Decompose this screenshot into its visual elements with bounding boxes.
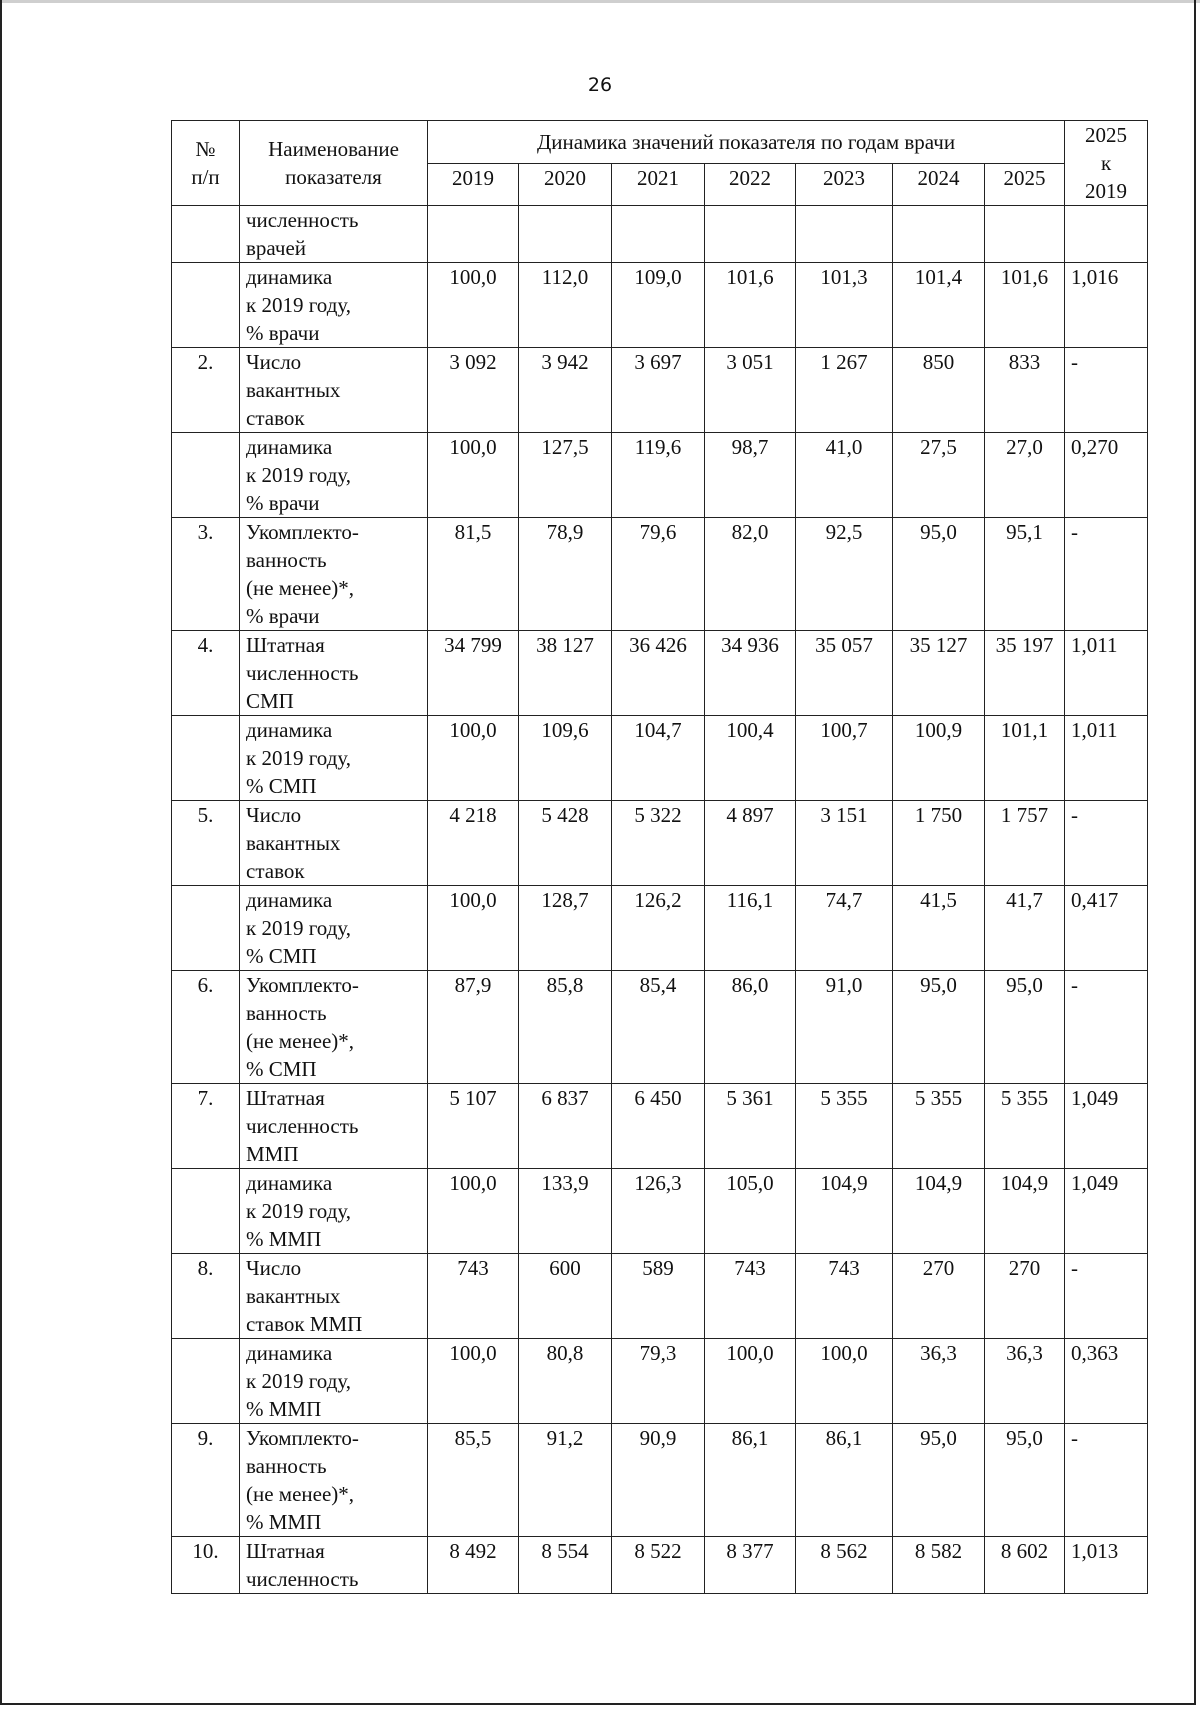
value-cell-2023: 41,0 xyxy=(796,433,893,518)
indicator-name: динамика к 2019 году, % ММП xyxy=(240,1339,428,1424)
row-number xyxy=(172,1169,240,1254)
value-cell-2022: 116,1 xyxy=(705,886,796,971)
value-cell-2021: 79,3 xyxy=(612,1339,705,1424)
value-cell-2025: 5 355 xyxy=(985,1084,1065,1169)
value-cell-2025: 95,1 xyxy=(985,518,1065,631)
row-number: 5. xyxy=(172,801,240,886)
value-cell-2023: 91,0 xyxy=(796,971,893,1084)
ratio-2025-to-2019 xyxy=(1065,206,1148,263)
indicator-name: Число вакантных ставок ММП xyxy=(240,1254,428,1339)
value-cell-2025 xyxy=(985,206,1065,263)
value-cell-2019: 743 xyxy=(428,1254,519,1339)
table-row xyxy=(172,1254,1148,1339)
value-cell-2021: 90,9 xyxy=(612,1424,705,1537)
value-cell-2025: 41,7 xyxy=(985,886,1065,971)
value-cell-2022: 4 897 xyxy=(705,801,796,886)
table-row xyxy=(172,1084,1148,1169)
value-cell-2019: 5 107 xyxy=(428,1084,519,1169)
value-cell-2020: 6 837 xyxy=(519,1084,612,1169)
value-cell-2024: 95,0 xyxy=(893,518,985,631)
row-number xyxy=(172,1339,240,1424)
value-cell-2019 xyxy=(428,206,519,263)
ratio-2025-to-2019: - xyxy=(1065,518,1148,631)
indicator-name: Число вакантных ставок xyxy=(240,801,428,886)
value-cell-2022 xyxy=(705,206,796,263)
table-row xyxy=(172,433,1148,518)
value-cell-2024: 5 355 xyxy=(893,1084,985,1169)
value-cell-2021: 126,3 xyxy=(612,1169,705,1254)
table-row xyxy=(172,886,1148,971)
value-cell-2022: 101,6 xyxy=(705,263,796,348)
row-number xyxy=(172,433,240,518)
value-cell-2021: 589 xyxy=(612,1254,705,1339)
value-cell-2020: 112,0 xyxy=(519,263,612,348)
value-cell-2022: 86,1 xyxy=(705,1424,796,1537)
table-row xyxy=(172,971,1148,1084)
row-number: 9. xyxy=(172,1424,240,1537)
value-cell-2023: 1 267 xyxy=(796,348,893,433)
header-year-group: Динамика значений показателя по годам врачи xyxy=(428,121,1065,164)
indicator-name: Штатная численность СМП xyxy=(240,631,428,716)
value-cell-2022: 3 051 xyxy=(705,348,796,433)
value-cell-2019: 100,0 xyxy=(428,1339,519,1424)
value-cell-2024: 35 127 xyxy=(893,631,985,716)
value-cell-2024: 100,9 xyxy=(893,716,985,801)
value-cell-2023: 743 xyxy=(796,1254,893,1339)
row-number: 6. xyxy=(172,971,240,1084)
indicator-name: Штатная численность ММП xyxy=(240,1084,428,1169)
ratio-2025-to-2019: 1,049 xyxy=(1065,1084,1148,1169)
ratio-2025-to-2019: 1,011 xyxy=(1065,716,1148,801)
row-number xyxy=(172,716,240,801)
value-cell-2024: 850 xyxy=(893,348,985,433)
row-number: 10. xyxy=(172,1537,240,1594)
value-cell-2020: 5 428 xyxy=(519,801,612,886)
header-2025-vs-2019: 2025 к 2019 xyxy=(1065,121,1148,206)
value-cell-2022: 743 xyxy=(705,1254,796,1339)
value-cell-2024: 27,5 xyxy=(893,433,985,518)
value-cell-2022: 98,7 xyxy=(705,433,796,518)
ratio-2025-to-2019: 1,011 xyxy=(1065,631,1148,716)
value-cell-2025: 8 602 xyxy=(985,1537,1065,1594)
value-cell-2024: 270 xyxy=(893,1254,985,1339)
value-cell-2021: 36 426 xyxy=(612,631,705,716)
value-cell-2023: 8 562 xyxy=(796,1537,893,1594)
value-cell-2020: 127,5 xyxy=(519,433,612,518)
value-cell-2023: 5 355 xyxy=(796,1084,893,1169)
value-cell-2020 xyxy=(519,206,612,263)
value-cell-2021: 3 697 xyxy=(612,348,705,433)
value-cell-2021: 8 522 xyxy=(612,1537,705,1594)
value-cell-2022: 105,0 xyxy=(705,1169,796,1254)
value-cell-2021: 85,4 xyxy=(612,971,705,1084)
value-cell-2020: 600 xyxy=(519,1254,612,1339)
ratio-2025-to-2019: 0,270 xyxy=(1065,433,1148,518)
ratio-2025-to-2019: 1,013 xyxy=(1065,1537,1148,1594)
value-cell-2025: 35 197 xyxy=(985,631,1065,716)
value-cell-2022: 100,0 xyxy=(705,1339,796,1424)
value-cell-2022: 8 377 xyxy=(705,1537,796,1594)
indicator-name: динамика к 2019 году, % СМП xyxy=(240,886,428,971)
ratio-2025-to-2019: - xyxy=(1065,1254,1148,1339)
indicator-name: численность врачей xyxy=(240,206,428,263)
value-cell-2024: 104,9 xyxy=(893,1169,985,1254)
value-cell-2023: 3 151 xyxy=(796,801,893,886)
row-number xyxy=(172,263,240,348)
value-cell-2020: 8 554 xyxy=(519,1537,612,1594)
header-year-2022: 2022 xyxy=(705,163,796,206)
value-cell-2024: 8 582 xyxy=(893,1537,985,1594)
value-cell-2021: 119,6 xyxy=(612,433,705,518)
value-cell-2020: 80,8 xyxy=(519,1339,612,1424)
header-year-2025: 2025 xyxy=(985,163,1065,206)
table-row xyxy=(172,1339,1148,1424)
indicator-name: динамика к 2019 году, % СМП xyxy=(240,716,428,801)
table-row xyxy=(172,1537,1148,1594)
value-cell-2025: 104,9 xyxy=(985,1169,1065,1254)
value-cell-2019: 34 799 xyxy=(428,631,519,716)
value-cell-2023: 86,1 xyxy=(796,1424,893,1537)
value-cell-2024: 95,0 xyxy=(893,1424,985,1537)
header-row-1 xyxy=(172,121,1148,164)
ratio-2025-to-2019: - xyxy=(1065,348,1148,433)
value-cell-2019: 3 092 xyxy=(428,348,519,433)
indicator-name: Штатная численность xyxy=(240,1537,428,1594)
value-cell-2022: 82,0 xyxy=(705,518,796,631)
table-row xyxy=(172,206,1148,263)
table-row xyxy=(172,1424,1148,1537)
table-row xyxy=(172,348,1148,433)
value-cell-2024: 36,3 xyxy=(893,1339,985,1424)
value-cell-2020: 91,2 xyxy=(519,1424,612,1537)
value-cell-2023: 101,3 xyxy=(796,263,893,348)
value-cell-2023: 104,9 xyxy=(796,1169,893,1254)
row-number xyxy=(172,886,240,971)
row-number: 7. xyxy=(172,1084,240,1169)
table-row xyxy=(172,263,1148,348)
value-cell-2021: 104,7 xyxy=(612,716,705,801)
value-cell-2019: 8 492 xyxy=(428,1537,519,1594)
indicator-name: Укомплекто- ванность (не менее)*, % врачи xyxy=(240,518,428,631)
value-cell-2023 xyxy=(796,206,893,263)
indicators-table xyxy=(171,120,1148,1594)
value-cell-2020: 128,7 xyxy=(519,886,612,971)
value-cell-2023: 74,7 xyxy=(796,886,893,971)
value-cell-2025: 101,6 xyxy=(985,263,1065,348)
ratio-2025-to-2019: 1,016 xyxy=(1065,263,1148,348)
value-cell-2025: 833 xyxy=(985,348,1065,433)
value-cell-2019: 100,0 xyxy=(428,433,519,518)
ratio-2025-to-2019: 0,363 xyxy=(1065,1339,1148,1424)
table-row xyxy=(172,518,1148,631)
row-number: 8. xyxy=(172,1254,240,1339)
ratio-2025-to-2019: - xyxy=(1065,801,1148,886)
value-cell-2024: 1 750 xyxy=(893,801,985,886)
value-cell-2019: 100,0 xyxy=(428,1169,519,1254)
value-cell-2021: 109,0 xyxy=(612,263,705,348)
table-row xyxy=(172,801,1148,886)
value-cell-2021 xyxy=(612,206,705,263)
value-cell-2024 xyxy=(893,206,985,263)
header-year-2019: 2019 xyxy=(428,163,519,206)
indicator-name: Число вакантных ставок xyxy=(240,348,428,433)
table-row xyxy=(172,716,1148,801)
row-number: 2. xyxy=(172,348,240,433)
value-cell-2020: 133,9 xyxy=(519,1169,612,1254)
value-cell-2019: 100,0 xyxy=(428,263,519,348)
table-row xyxy=(172,1169,1148,1254)
table-body xyxy=(172,206,1148,1594)
value-cell-2019: 4 218 xyxy=(428,801,519,886)
row-number: 3. xyxy=(172,518,240,631)
value-cell-2025: 270 xyxy=(985,1254,1065,1339)
value-cell-2019: 81,5 xyxy=(428,518,519,631)
header-year-2024: 2024 xyxy=(893,163,985,206)
value-cell-2019: 100,0 xyxy=(428,886,519,971)
value-cell-2024: 41,5 xyxy=(893,886,985,971)
ratio-2025-to-2019: - xyxy=(1065,971,1148,1084)
value-cell-2024: 101,4 xyxy=(893,263,985,348)
indicator-name: Укомплекто- ванность (не менее)*, % ММП xyxy=(240,1424,428,1537)
value-cell-2020: 3 942 xyxy=(519,348,612,433)
value-cell-2022: 86,0 xyxy=(705,971,796,1084)
value-cell-2023: 100,7 xyxy=(796,716,893,801)
value-cell-2025: 1 757 xyxy=(985,801,1065,886)
value-cell-2020: 78,9 xyxy=(519,518,612,631)
value-cell-2020: 38 127 xyxy=(519,631,612,716)
header-name: Наименование показателя xyxy=(240,121,428,206)
value-cell-2021: 5 322 xyxy=(612,801,705,886)
value-cell-2022: 100,4 xyxy=(705,716,796,801)
value-cell-2025: 95,0 xyxy=(985,1424,1065,1537)
value-cell-2020: 85,8 xyxy=(519,971,612,1084)
ratio-2025-to-2019: - xyxy=(1065,1424,1148,1537)
header-year-2023: 2023 xyxy=(796,163,893,206)
value-cell-2023: 100,0 xyxy=(796,1339,893,1424)
header-year-2021: 2021 xyxy=(612,163,705,206)
ratio-2025-to-2019: 0,417 xyxy=(1065,886,1148,971)
row-number xyxy=(172,206,240,263)
value-cell-2021: 126,2 xyxy=(612,886,705,971)
indicator-name: динамика к 2019 году, % ММП xyxy=(240,1169,428,1254)
value-cell-2023: 92,5 xyxy=(796,518,893,631)
value-cell-2019: 100,0 xyxy=(428,716,519,801)
ratio-2025-to-2019: 1,049 xyxy=(1065,1169,1148,1254)
value-cell-2025: 36,3 xyxy=(985,1339,1065,1424)
header-year-2020: 2020 xyxy=(519,163,612,206)
value-cell-2022: 34 936 xyxy=(705,631,796,716)
indicator-name: Укомплекто- ванность (не менее)*, % СМП xyxy=(240,971,428,1084)
value-cell-2021: 79,6 xyxy=(612,518,705,631)
value-cell-2020: 109,6 xyxy=(519,716,612,801)
value-cell-2025: 101,1 xyxy=(985,716,1065,801)
value-cell-2021: 6 450 xyxy=(612,1084,705,1169)
page-number: 26 xyxy=(587,74,613,96)
value-cell-2023: 35 057 xyxy=(796,631,893,716)
value-cell-2024: 95,0 xyxy=(893,971,985,1084)
value-cell-2019: 87,9 xyxy=(428,971,519,1084)
indicator-name: динамика к 2019 году, % врачи xyxy=(240,263,428,348)
table-row xyxy=(172,631,1148,716)
value-cell-2025: 95,0 xyxy=(985,971,1065,1084)
indicator-name: динамика к 2019 году, % врачи xyxy=(240,433,428,518)
value-cell-2025: 27,0 xyxy=(985,433,1065,518)
header-num: № п/п xyxy=(172,121,240,206)
row-number: 4. xyxy=(172,631,240,716)
value-cell-2019: 85,5 xyxy=(428,1424,519,1537)
value-cell-2022: 5 361 xyxy=(705,1084,796,1169)
